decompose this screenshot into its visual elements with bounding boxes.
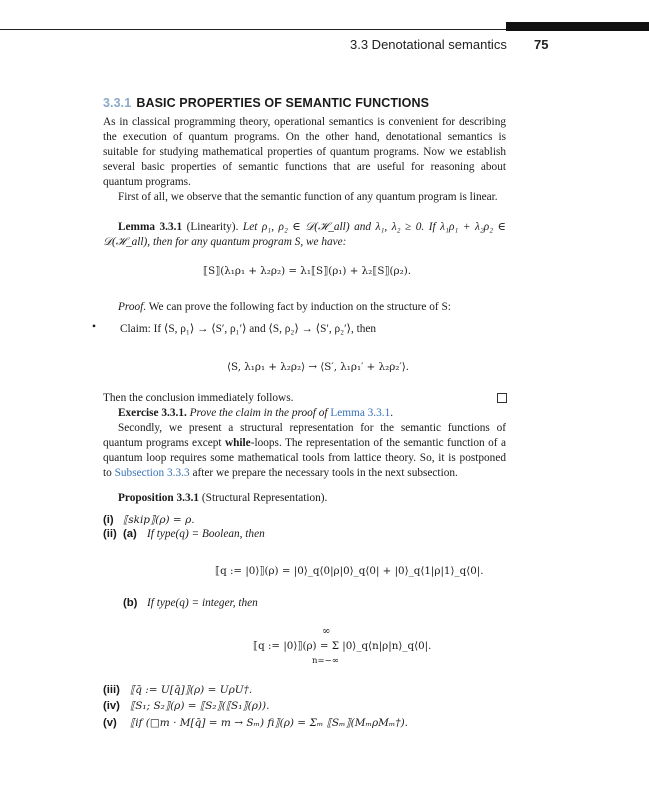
exercise-3-3-1 xyxy=(103,406,506,421)
exercise-end: . xyxy=(390,407,394,419)
item-v-label: (v) xyxy=(103,717,117,729)
item-ii-a xyxy=(103,528,265,540)
header-block xyxy=(506,22,649,31)
lemma-name: (Linearity). xyxy=(186,221,239,233)
item-v xyxy=(103,717,408,729)
proof-conclusion: Then the conclusion immediately follows. xyxy=(103,392,294,404)
bullet-dot: • xyxy=(92,321,97,333)
sum-upper-limit: ∞ xyxy=(322,626,331,637)
item-ii-a-text: If type(q) = Boolean, then xyxy=(147,528,265,540)
subsection-link[interactable]: Subsection 3.3.3 xyxy=(114,467,190,480)
page-number: 75 xyxy=(534,37,549,52)
proof-intro xyxy=(103,300,506,315)
para3-text-c: after we prepare the necessary tools in the next subsection. xyxy=(189,467,458,480)
item-iii xyxy=(103,684,252,696)
claim-formula: ⟨S, λ₁ρ₁ + λ₂ρ₂⟩ → ⟨S′, λ₁ρ₁′ + λ₂ρ₂′⟩. xyxy=(227,361,410,373)
item-ii-b-formula: ⟦q := |0⟩⟧(ρ) = Σ |0⟩_q⟨n|ρ|n⟩_q⟨0|. xyxy=(253,640,432,652)
running-head: 3.3 Denotational semantics xyxy=(350,37,507,52)
lemma-body: Let ρ₁, ρ₂ ∈ 𝒟(ℋ_all) and λ₁, λ₂ ≥ 0. If λ₁ρ₁ + λ₂ρ₂ ∈ 𝒟(ℋ_all), then for any quantum program S, we have: xyxy=(103,221,506,249)
qed-box xyxy=(497,393,507,403)
section-title: BASIC PROPERTIES OF SEMANTIC FUNCTIONS xyxy=(136,96,430,110)
sum-lower-limit: n=−∞ xyxy=(312,656,339,666)
proof-claim: Claim: If ⟨S, ρ₁⟩ → ⟨S′, ρ₁′⟩ and ⟨S, ρ₂⟩ → ⟨S′, ρ₂′⟩, then xyxy=(120,323,377,335)
item-ii-b-label: (b) xyxy=(123,597,138,609)
para3-bold: while xyxy=(224,437,251,450)
item-i xyxy=(103,514,195,526)
item-ii-a-label: (a) xyxy=(123,528,137,540)
para3-text-b: -loops. The representation of the semantic function of a quantum loop requires some mathematical tools from lattice theory. So, it is postponed to xyxy=(103,437,506,480)
item-iv-label: (iv) xyxy=(103,700,120,712)
section-number: 3.3.1 xyxy=(103,96,132,110)
item-ii-b xyxy=(123,597,258,609)
item-ii-label: (ii) xyxy=(103,528,117,540)
lemma-link[interactable]: Lemma 3.3.1 xyxy=(330,407,391,419)
item-iv-text: ⟦S₁; S₂⟧(ρ) = ⟦S₂⟧(⟦S₁⟧(ρ)). xyxy=(130,700,270,712)
exercise-label: Exercise 3.3.1. xyxy=(118,407,187,419)
item-i-text: ⟦skip⟧(ρ) = ρ. xyxy=(123,514,195,526)
item-v-text: ⟦if (□m · M[q̄] = m → Sₘ) fi⟧(ρ) = Σₘ ⟦Sₘ⟧(MₘρMₘ†). xyxy=(130,717,409,729)
item-iv xyxy=(103,700,269,712)
proposition-label: Proposition 3.3.1 xyxy=(118,492,200,504)
proof-text: We can prove the following fact by induction on the structure of S: xyxy=(148,301,451,313)
item-iii-label: (iii) xyxy=(103,684,120,696)
item-i-label: (i) xyxy=(103,514,114,526)
para3-text-a: Secondly, we present a structural representation for the semantic functions of quantum programs except xyxy=(103,422,506,450)
item-ii-a-formula: ⟦q := |0⟩⟧(ρ) = |0⟩_q⟨0|ρ|0⟩_q⟨0| + |0⟩_q⟨1|ρ|1⟩_q⟨0|. xyxy=(215,565,484,577)
lemma-3-3-1 xyxy=(103,220,506,250)
paragraph-linearity: First of all, we observe that the semantic function of any quantum program is linear. xyxy=(118,191,498,203)
item-ii-b-text: If type(q) = integer, then xyxy=(147,597,258,609)
proposition-3-3-1 xyxy=(103,491,506,506)
lemma-label: Lemma 3.3.1 xyxy=(118,221,183,233)
lemma-formula: ⟦S⟧(λ₁ρ₁ + λ₂ρ₂) = λ₁⟦S⟧(ρ₁) + λ₂⟦S⟧(ρ₂). xyxy=(203,265,411,277)
proposition-name: (Structural Representation). xyxy=(201,492,328,504)
paragraph-structural xyxy=(103,421,506,481)
section-heading xyxy=(103,96,429,110)
proof-label: Proof. xyxy=(118,301,147,313)
exercise-text: Prove the claim in the proof of xyxy=(189,407,328,419)
item-iii-text: ⟦q̄ := U[q̄]⟧(ρ) = UρU†. xyxy=(130,684,253,696)
paragraph-intro: As in classical programming theory, operational semantics is convenient for describing the execution of quantum programs. On the other hand, denotational semantics is suitable for studying mathematical properties of quantum programs. Now we establish several basic properties of semantic functions that are useful for reasoning about quantum programs. xyxy=(103,116,506,189)
